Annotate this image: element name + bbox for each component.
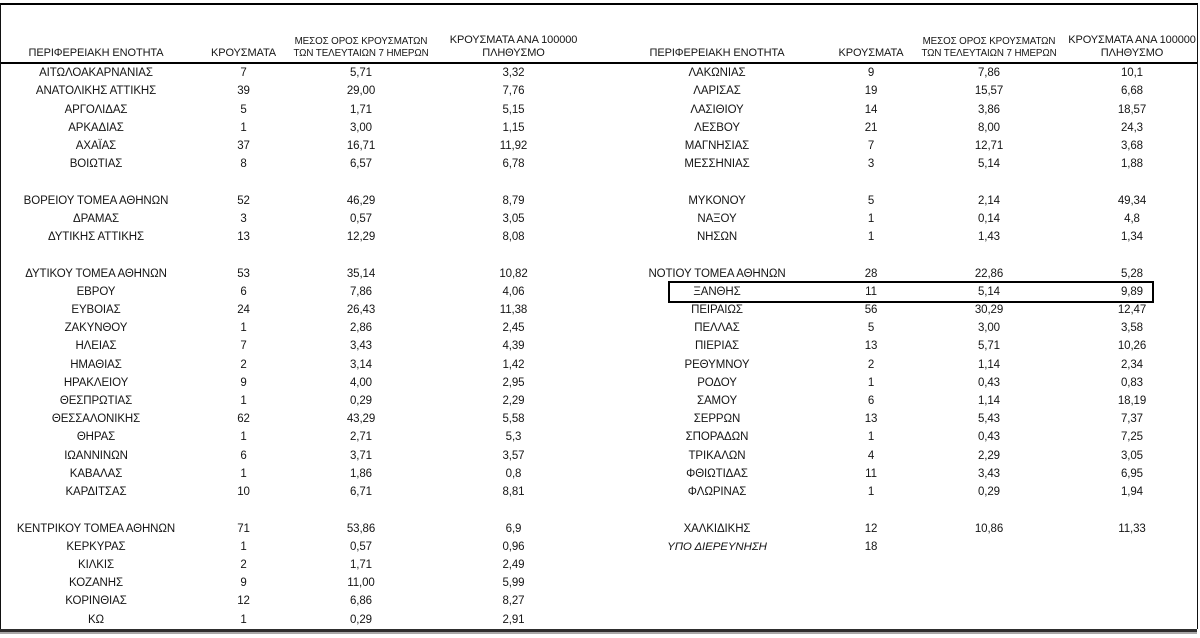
header-line: ΠΕΡΙΦΕΡΕΙΑΚΗ ΕΝΟΤΗΤΑ <box>649 46 785 59</box>
cases-per-100k-header <box>426 34 601 62</box>
region-name-cell: ΕΥΒΟΙΑΣ <box>71 303 121 316</box>
cases-cell: 62 <box>237 413 250 426</box>
cases-cell: 1 <box>867 431 875 444</box>
empty-cell <box>833 501 909 519</box>
cases-per-100k-cell: 1,94 <box>1121 486 1143 499</box>
cases-per-100k-cell: 11,92 <box>499 139 528 152</box>
region-name-cell: ΔΥΤΙΚΟΥ ΤΟΜΕΑ ΑΘΗΝΩΝ <box>25 267 167 280</box>
region-name-cell: ΣΠΟΡΑΔΩΝ <box>685 431 749 444</box>
avg-7day-cases-cell: 3,00 <box>350 121 372 134</box>
cases-per-100k-cell: 7,25 <box>1121 431 1143 444</box>
header-line: ΤΩΝ ΤΕΛΕΥΤΑΙΩΝ 7 ΗΜΕΡΩΝ <box>921 47 1057 59</box>
empty-cell <box>1069 501 1195 519</box>
region-name-cell: ΔΡΑΜΑΣ <box>73 212 119 225</box>
avg-7day-cases-cell: 5,43 <box>978 413 1000 426</box>
cases-per-100k-cell: 1,15 <box>502 121 525 134</box>
avg-7day-cases-cell: 2,86 <box>350 322 372 335</box>
empty-cell <box>833 574 909 592</box>
cases-cell: 9 <box>240 577 247 590</box>
empty-cell <box>833 592 909 610</box>
avg-7day-cases-cell: 3,14 <box>350 358 372 371</box>
empty-cell <box>1069 611 1195 629</box>
cases-per-100k-cell: 6,95 <box>1121 467 1143 480</box>
header-line: ΠΛΗΘΥΣΜΟ <box>1100 46 1164 59</box>
cases-cell: 2 <box>240 358 247 371</box>
empty-cell <box>1069 592 1195 610</box>
cases-cell: 1 <box>240 395 247 408</box>
region-name-cell: ΕΒΡΟΥ <box>76 285 116 298</box>
cases-per-100k-cell: 4,39 <box>502 340 525 353</box>
region-name-cell: ΚΟΡΙΝΘΙΑΣ <box>65 595 127 608</box>
avg-7day-cases-cell: 8,00 <box>978 121 1000 134</box>
empty-cell <box>1 501 191 519</box>
header-line: ΠΕΡΙΦΕΡΕΙΑΚΗ ΕΝΟΤΗΤΑ <box>28 46 164 59</box>
empty-cell <box>909 501 1069 519</box>
avg-7day-cases-cell: 15,57 <box>974 85 1004 98</box>
region-name-header <box>1 47 191 63</box>
cases-cell: 53 <box>237 267 250 280</box>
cases-per-100k-cell: 10,26 <box>1117 340 1147 353</box>
cases-per-100k-cell: 3,05 <box>1121 449 1143 462</box>
cases-cell: 4 <box>867 449 875 462</box>
empty-cell <box>601 501 833 519</box>
avg-7day-cases-cell: 0,43 <box>978 431 1000 444</box>
avg-7day-cases-cell: 35,14 <box>346 267 376 280</box>
region-name-cell: ΝΟΤΙΟΥ ΤΟΜΕΑ ΑΘΗΝΩΝ <box>648 267 786 280</box>
region-name-cell: ΜΕΣΣΗΝΙΑΣ <box>684 158 750 171</box>
cases-per-100k-cell: 18,19 <box>1117 395 1147 408</box>
cases-cell: 7 <box>240 340 247 353</box>
cases-per-100k-cell: 0,83 <box>1121 376 1143 389</box>
region-name-cell: ΗΜΑΘΙΑΣ <box>70 358 122 371</box>
empty-cell <box>909 173 1069 191</box>
empty-cell <box>601 611 833 629</box>
cases-per-100k-cell: 2,29 <box>502 395 525 408</box>
avg-7day-cases-cell: 0,57 <box>350 540 372 553</box>
cases-cell: 5 <box>867 194 875 207</box>
cases-cell: 5 <box>240 103 247 116</box>
avg-7day-cases-cell: 3,71 <box>350 449 372 462</box>
region-name-cell: ΘΕΣΣΑΛΟΝΙΚΗΣ <box>51 413 141 426</box>
cases-cell: 2 <box>867 358 875 371</box>
header-line: ΠΛΗΘΥΣΜΟ <box>482 46 545 59</box>
empty-cell <box>833 556 909 574</box>
avg-7day-cases-cell: 46,29 <box>346 194 376 207</box>
cases-cell: 1 <box>867 231 875 244</box>
avg-7day-cases-cell: 10,86 <box>974 522 1004 535</box>
avg-7day-cases-cell: 2,14 <box>978 194 1000 207</box>
cases-header <box>833 47 909 63</box>
region-name-cell: ΛΕΣΒΟΥ <box>694 121 740 134</box>
region-name-cell: ΝΗΣΩΝ <box>696 231 738 244</box>
header-line: ΜΕΣΟΣ ΟΡΟΣ ΚΡΟΥΣΜΑΤΩΝ <box>294 36 428 47</box>
empty-cell <box>296 246 426 264</box>
region-name-cell: ΑΡΓΟΛΙΔΑΣ <box>64 103 128 116</box>
avg-7day-cases-cell: 3,00 <box>978 322 1000 335</box>
cases-cell: 39 <box>237 85 250 98</box>
avg-7day-cases-cell: 0,29 <box>978 486 1000 499</box>
cases-cell: 14 <box>864 103 878 116</box>
cases-cell: 11 <box>865 467 877 480</box>
cases-cell: 19 <box>864 85 878 98</box>
cases-cell: 13 <box>864 340 878 353</box>
cases-per-100k-cell: 3,32 <box>502 67 525 80</box>
region-name-cell: ΖΑΚΥΝΘΟΥ <box>64 322 128 335</box>
empty-cell <box>909 592 1069 610</box>
empty-cell <box>191 246 296 264</box>
cases-per-100k-cell: 7,76 <box>502 85 525 98</box>
region-name-cell: ΠΕΛΛΑΣ <box>694 322 740 335</box>
avg-7day-cases-cell: 22,86 <box>974 267 1004 280</box>
region-name-cell: ΚΕΡΚΥΡΑΣ <box>66 540 126 553</box>
region-name-cell: ΠΙΕΡΙΑΣ <box>694 340 740 353</box>
empty-cell <box>1 173 191 191</box>
cases-cell: 7 <box>867 139 875 152</box>
cases-cell: 9 <box>240 376 247 389</box>
region-name-cell: ΜΑΓΝΗΣΙΑΣ <box>684 139 750 152</box>
header-line: ΚΡΟΥΣΜΑΤΑ ΑΝΑ 100000 <box>1068 34 1196 46</box>
cases-per-100k-cell: 9,89 <box>1121 285 1143 298</box>
cases-cell: 1 <box>240 467 247 480</box>
avg-7day-cases-cell: 29,00 <box>346 85 376 98</box>
cases-per-100k-cell: 1,42 <box>502 358 525 371</box>
cases-cell: 1 <box>240 121 247 134</box>
avg-7day-cases-cell: 1,86 <box>350 467 372 480</box>
cases-cell: 52 <box>237 194 250 207</box>
region-name-cell: ΡΕΘΥΜΝΟΥ <box>684 358 750 371</box>
region-name-cell: ΚΑΡΔΙΤΣΑΣ <box>65 486 127 499</box>
avg-7day-cases-cell: 3,86 <box>978 103 1000 116</box>
avg-7day-cases-cell: 16,71 <box>346 139 376 152</box>
region-name-cell: ΡΟΔΟΥ <box>697 376 737 389</box>
bottom-rule-gray <box>0 632 1197 634</box>
empty-cell <box>1069 556 1195 574</box>
empty-cell <box>1069 574 1195 592</box>
avg-7day-cases-cell: 1,14 <box>978 358 1000 371</box>
cases-per-100k-cell: 1,34 <box>1121 231 1143 244</box>
cases-cell: 71 <box>237 522 250 535</box>
region-name-cell: ΚΩ <box>87 613 105 626</box>
region-name-cell: ΞΑΝΘΗΣ <box>693 285 741 298</box>
region-name-cell: ΑΡΚΑΔΙΑΣ <box>68 121 124 134</box>
cases-per-100k-cell: 3,57 <box>502 449 525 462</box>
avg-7day-cases-cell: 4,00 <box>350 376 372 389</box>
avg-7day-cases-cell: 2,29 <box>978 449 1000 462</box>
empty-cell <box>1069 246 1195 264</box>
avg-7day-cases-cell: 1,43 <box>978 231 1000 244</box>
region-name-cell: ΦΘΙΩΤΙΔΑΣ <box>686 467 748 480</box>
avg-7day-cases-cell: 0,14 <box>978 212 1000 225</box>
region-name-cell: ΔΥΤΙΚΗΣ ΑΤΤΙΚΗΣ <box>47 231 144 244</box>
region-name-cell: ΒΟΙΩΤΙΑΣ <box>69 158 123 171</box>
cases-cell: 21 <box>864 121 878 134</box>
avg-7day-cases-cell: 43,29 <box>346 413 376 426</box>
region-name-cell: ΛΑΚΩΝΙΑΣ <box>688 67 746 80</box>
empty-cell <box>601 556 833 574</box>
cases-per-100k-cell: 2,95 <box>502 376 525 389</box>
region-name-cell: ΣΑΜΟΥ <box>696 395 738 408</box>
cases-cell: 1 <box>867 212 875 225</box>
cases-cell: 5 <box>867 322 875 335</box>
avg-7day-cases-cell: 5,14 <box>978 285 1000 298</box>
cases-cell: 1 <box>867 486 875 499</box>
cases-cell: 3 <box>240 212 247 225</box>
avg-7day-cases-cell: 1,14 <box>978 395 1000 408</box>
empty-cell <box>833 611 909 629</box>
cases-cell: 1 <box>240 431 247 444</box>
cases-cell: 1 <box>240 322 247 335</box>
region-name-cell: ΜΥΚΟΝΟΥ <box>688 194 746 207</box>
empty-cell <box>426 501 601 519</box>
region-name-cell: ΣΕΡΡΩΝ <box>693 413 741 426</box>
cases-per-100k-cell: 11,33 <box>1118 522 1146 535</box>
empty-cell <box>426 173 601 191</box>
region-name-cell: ΚΑΒΑΛΑΣ <box>69 467 123 480</box>
region-name-cell: ΛΑΣΙΘΙΟΥ <box>690 103 744 116</box>
empty-cell <box>601 246 833 264</box>
cases-per-100k-cell: 8,79 <box>502 194 525 207</box>
region-name-cell: ΦΛΩΡΙΝΑΣ <box>687 486 747 499</box>
cases-per-100k-cell: 3,68 <box>1121 139 1143 152</box>
avg-7day-cases-header <box>909 36 1069 62</box>
cases-cell: 6 <box>867 395 875 408</box>
cases-per-100k-cell: 8,08 <box>502 231 525 244</box>
header-line: ΤΩΝ ΤΕΛΕΥΤΑΙΩΝ 7 ΗΜΕΡΩΝ <box>293 47 429 59</box>
empty-cell <box>1069 173 1195 191</box>
region-name-cell: ΧΑΛΚΙΔΙΚΗΣ <box>683 522 751 535</box>
empty-cell <box>909 556 1069 574</box>
cases-per-100k-cell: 10,82 <box>499 267 528 280</box>
cases-cell: 13 <box>864 413 878 426</box>
region-name-cell: ΤΡΙΚΑΛΩΝ <box>688 449 746 462</box>
region-name-cell: ΑΝΑΤΟΛΙΚΗΣ ΑΤΤΙΚΗΣ <box>35 85 157 98</box>
cases-cell: 9 <box>867 67 875 80</box>
region-name-cell: ΚΟΖΑΝΗΣ <box>69 577 123 590</box>
region-name-cell: ΑΙΤΩΛΟΑΚΑΡΝΑΝΙΑΣ <box>39 67 153 80</box>
region-name-cell: ΚΙΛΚΙΣ <box>78 559 114 572</box>
cases-cell: 10 <box>237 486 250 499</box>
cases-per-100k-cell: 11,38 <box>499 303 528 316</box>
cases-per-100k-cell: 5,58 <box>502 413 525 426</box>
avg-7day-cases-cell: 7,86 <box>978 67 1000 80</box>
cases-per-100k-cell: 12,47 <box>1117 303 1147 316</box>
cases-cell: 1 <box>240 613 247 626</box>
region-name-cell: ΚΕΝΤΡΙΚΟΥ ΤΟΜΕΑ ΑΘΗΝΩΝ <box>16 522 176 535</box>
cases-cell: 1 <box>240 540 247 553</box>
cases-cell: 28 <box>864 267 878 280</box>
region-name-cell: ΘΕΣΠΡΩΤΙΑΣ <box>59 395 133 408</box>
table-body <box>1 64 1197 629</box>
avg-7day-cases-cell: 11,00 <box>347 577 375 590</box>
cases-per-100k-cell: 0,96 <box>502 540 525 553</box>
region-name-header <box>601 47 833 63</box>
empty-cell <box>833 173 909 191</box>
cases-cell: 56 <box>864 303 878 316</box>
cases-per-100k-cell: 10,1 <box>1121 67 1143 80</box>
cases-per-100k-cell: 6,9 <box>505 522 522 535</box>
cases-per-100k-cell: 4,06 <box>502 285 525 298</box>
avg-7day-cases-cell: 2,71 <box>350 431 372 444</box>
avg-7day-cases-cell: 3,43 <box>350 340 372 353</box>
avg-7day-cases-cell <box>909 538 1069 556</box>
empty-cell <box>296 501 426 519</box>
cases-cell: 12 <box>237 595 250 608</box>
cases-cell: 13 <box>237 231 250 244</box>
avg-7day-cases-cell: 5,71 <box>978 340 1000 353</box>
cases-per-100k-cell: 2,45 <box>502 322 525 335</box>
cases-per-100k-cell: 24,3 <box>1121 121 1143 134</box>
avg-7day-cases-header <box>293 36 429 62</box>
cases-cell: 2 <box>240 559 247 572</box>
cases-per-100k-cell: 5,15 <box>502 103 525 116</box>
avg-7day-cases-cell: 53,86 <box>346 522 376 535</box>
header-line: ΚΡΟΥΣΜΑΤΑ <box>838 46 904 59</box>
avg-7day-cases-cell: 12,71 <box>974 139 1004 152</box>
empty-cell <box>191 173 296 191</box>
avg-7day-cases-cell: 26,43 <box>346 303 376 316</box>
cases-per-100k-cell: 8,81 <box>502 486 525 499</box>
region-name-cell: ΝΑΞΟΥ <box>697 212 737 225</box>
cases-per-100k-header <box>1069 34 1195 62</box>
avg-7day-cases-cell: 7,86 <box>350 285 372 298</box>
region-name-cell: ΑΧΑΪΑΣ <box>75 139 117 152</box>
cases-per-100k-cell: 6,68 <box>1121 85 1143 98</box>
cases-per-100k-cell: 2,91 <box>502 613 525 626</box>
avg-7day-cases-cell: 5,14 <box>978 158 1000 171</box>
avg-7day-cases-cell: 5,71 <box>350 67 372 80</box>
region-name-cell: ΒΟΡΕΙΟΥ ΤΟΜΕΑ ΑΘΗΝΩΝ <box>23 194 169 207</box>
cases-per-100k-cell: 5,3 <box>505 431 522 444</box>
region-name-cell: ΗΛΕΙΑΣ <box>75 340 117 353</box>
cases-cell: 6 <box>240 285 247 298</box>
avg-7day-cases-cell: 0,29 <box>350 395 372 408</box>
cases-per-100k-cell: 3,58 <box>1121 322 1143 335</box>
empty-cell <box>601 173 833 191</box>
avg-7day-cases-cell: 3,43 <box>978 467 1000 480</box>
cases-cell: 3 <box>867 158 875 171</box>
empty-cell <box>296 173 426 191</box>
header-line: ΚΡΟΥΣΜΑΤΑ <box>210 46 277 59</box>
cases-per-100k-cell: 5,99 <box>502 577 525 590</box>
empty-cell <box>909 611 1069 629</box>
cases-per-100k-cell <box>1069 538 1195 556</box>
header-line: ΜΕΣΟΣ ΟΡΟΣ ΚΡΟΥΣΜΑΤΩΝ <box>922 36 1056 47</box>
cases-per-100k-cell: 8,27 <box>502 595 525 608</box>
avg-7day-cases-cell: 6,71 <box>350 486 372 499</box>
empty-cell <box>909 574 1069 592</box>
cases-per-100k-cell: 1,88 <box>1121 158 1143 171</box>
cases-per-100k-cell: 2,49 <box>502 559 525 572</box>
avg-7day-cases-cell: 1,71 <box>350 559 372 572</box>
cases-cell: 37 <box>237 139 250 152</box>
table-header-row <box>1 5 1197 64</box>
cases-cell: 8 <box>240 158 247 171</box>
cases-per-100k-cell: 4,8 <box>1124 212 1140 225</box>
region-name-cell: ΠΕΙΡΑΙΩΣ <box>691 303 743 316</box>
empty-cell <box>191 501 296 519</box>
region-name-cell: ΛΑΡΙΣΑΣ <box>693 85 741 98</box>
avg-7day-cases-cell: 0,57 <box>350 212 372 225</box>
avg-7day-cases-cell: 6,57 <box>350 158 372 171</box>
cases-cell: 12 <box>864 522 878 535</box>
cases-per-100k-cell: 18,57 <box>1117 103 1147 116</box>
empty-cell <box>833 246 909 264</box>
avg-7day-cases-cell: 1,71 <box>350 103 372 116</box>
avg-7day-cases-cell: 0,43 <box>978 376 1000 389</box>
cases-table <box>0 3 1198 629</box>
cases-cell: 11 <box>865 285 877 298</box>
avg-7day-cases-cell: 30,29 <box>974 303 1004 316</box>
cases-cell: 7 <box>240 67 247 80</box>
cases-per-100k-cell: 49,34 <box>1117 194 1147 207</box>
cases-per-100k-cell: 6,78 <box>502 158 525 171</box>
cases-cell: 6 <box>240 449 247 462</box>
cases-cell: 1 <box>867 376 875 389</box>
cases-cell: 24 <box>237 303 250 316</box>
empty-cell <box>601 592 833 610</box>
empty-cell <box>1 246 191 264</box>
avg-7day-cases-cell: 12,29 <box>346 231 376 244</box>
region-name-cell: ΙΩΑΝΝΙΝΩΝ <box>64 449 128 462</box>
cases-per-100k-cell: 0,8 <box>505 467 522 480</box>
cases-per-100k-cell: 7,37 <box>1121 413 1143 426</box>
empty-cell <box>909 246 1069 264</box>
cases-per-100k-cell: 3,05 <box>502 212 525 225</box>
avg-7day-cases-cell: 0,29 <box>350 613 372 626</box>
cases-per-100k-cell: 2,34 <box>1121 358 1143 371</box>
region-name-cell: ΗΡΑΚΛΕΙΟΥ <box>63 376 129 389</box>
cases-header <box>191 47 296 63</box>
header-line: ΚΡΟΥΣΜΑΤΑ ΑΝΑ 100000 <box>449 34 578 46</box>
region-name-cell: ΘΗΡΑΣ <box>76 431 116 444</box>
cases-per-100k-cell: 5,28 <box>1121 267 1143 280</box>
region-name-cell: ΥΠΟ ΔΙΕΡΕΥΝΗΣΗ <box>667 540 767 553</box>
empty-cell <box>601 574 833 592</box>
avg-7day-cases-cell: 6,86 <box>350 595 372 608</box>
cases-cell: 18 <box>864 540 878 553</box>
empty-cell <box>426 246 601 264</box>
